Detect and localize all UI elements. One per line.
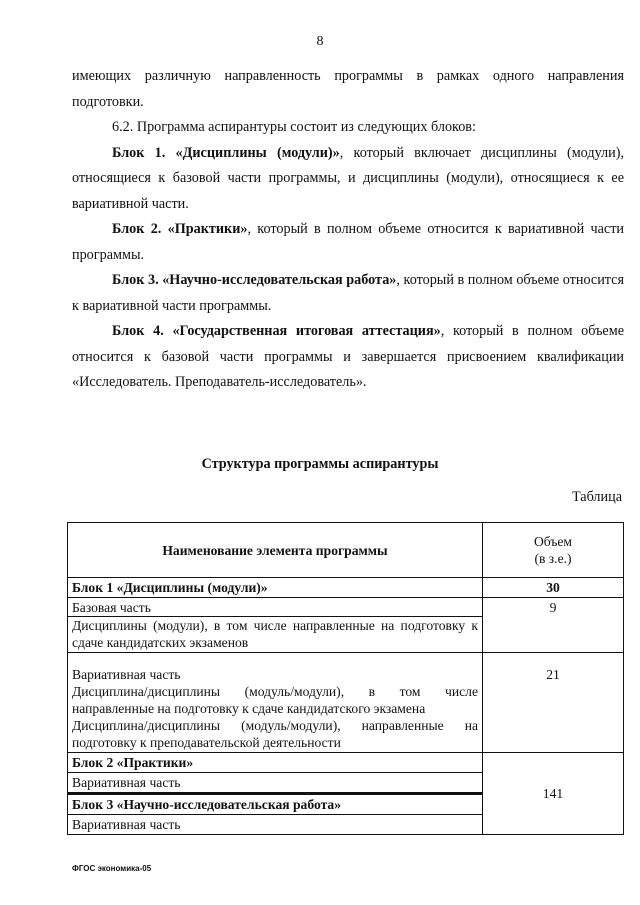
block4-heading: Блок 4. «Государственная итоговая аттестация»: [112, 323, 441, 339]
table-label: Таблица: [571, 489, 622, 505]
paragraph-line: имеющих различную направленность программы в рамках одного направления: [72, 68, 624, 84]
block2-text: , который в полном объеме относится к вариативной части программы.: [72, 221, 624, 263]
variative-part-cell: [68, 653, 483, 753]
table-row: [68, 578, 624, 598]
variative-description-1: Дисциплина/дисциплины (модуль/модули), в том числе направленные на подготовку к сдаче кандидатского экзамена: [72, 684, 478, 716]
header-volume-unit: (в з.е.): [534, 551, 572, 566]
footer-code: ФГОС экономика-05: [72, 864, 152, 873]
paragraph-line: подготовки.: [72, 93, 144, 110]
paragraph-block2: [72, 217, 624, 268]
paragraph-block4: [72, 319, 624, 396]
basic-part-cell: [68, 598, 483, 653]
variative-description-2: Дисциплина/дисциплины (модуль/модули), направленные на подготовку к преподавательской деятельности: [72, 718, 478, 750]
variative-part-label: Вариативная часть: [72, 667, 181, 682]
block2-variative-cell: Вариативная часть: [68, 773, 483, 794]
paragraph-block1: [72, 141, 624, 218]
block23-volume-cell: 141: [483, 753, 624, 835]
block3-variative-cell: Вариативная часть: [68, 815, 483, 835]
paragraph-continued: [72, 64, 624, 115]
program-structure-table: [67, 522, 624, 835]
block1-heading: Блок 1. «Дисциплины (модули)»: [112, 144, 340, 161]
basic-part-label: Базовая часть: [72, 600, 151, 615]
variative-volume-cell: 21: [483, 653, 624, 753]
paragraph-intro: 6.2. Программа аспирантуры состоит из следующих блоков:: [112, 119, 476, 135]
table-title: Структура программы аспирантуры: [201, 456, 439, 472]
block4-text: , который в полном объеме относится к базовой части программы и завершается присвоением квалификации «Исследователь. Преподаватель-исследователь».: [72, 323, 624, 390]
body-text: [72, 64, 624, 396]
header-volume-label: Объем: [533, 534, 573, 549]
table-row: [68, 653, 624, 753]
table-row: [68, 753, 624, 773]
table-row: [68, 598, 624, 653]
block1-name-cell: Блок 1 «Дисциплины (модули)»: [68, 578, 483, 598]
block3-name-cell: Блок 3 «Научно-исследовательская работа»: [68, 794, 483, 815]
paragraph-block3: [72, 268, 624, 319]
page-number: 8: [316, 34, 324, 49]
block2-heading: Блок 2. «Практики»: [112, 221, 248, 237]
table-header-row: [68, 523, 624, 578]
header-volume-cell: [483, 523, 624, 578]
block3-heading: Блок 3. «Научно-исследовательская работа»: [112, 272, 397, 288]
header-name-cell: Наименование элемента программы: [68, 523, 483, 578]
basic-part-description: Дисциплины (модули), в том числе направленные на подготовку к сдаче кандидатских экзаменов: [68, 616, 482, 651]
block1-volume-cell: 30: [483, 578, 624, 598]
block1-text: , который включает дисциплины (модули), относящиеся к базовой части программы, и дисциплины (модули), относящиеся к ее вариативной части.: [72, 144, 624, 212]
block2-name-cell: Блок 2 «Практики»: [68, 753, 483, 773]
basic-volume-cell: 9: [483, 598, 624, 653]
block3-text: , который в полном объеме относится к вариативной части программы.: [72, 272, 624, 314]
